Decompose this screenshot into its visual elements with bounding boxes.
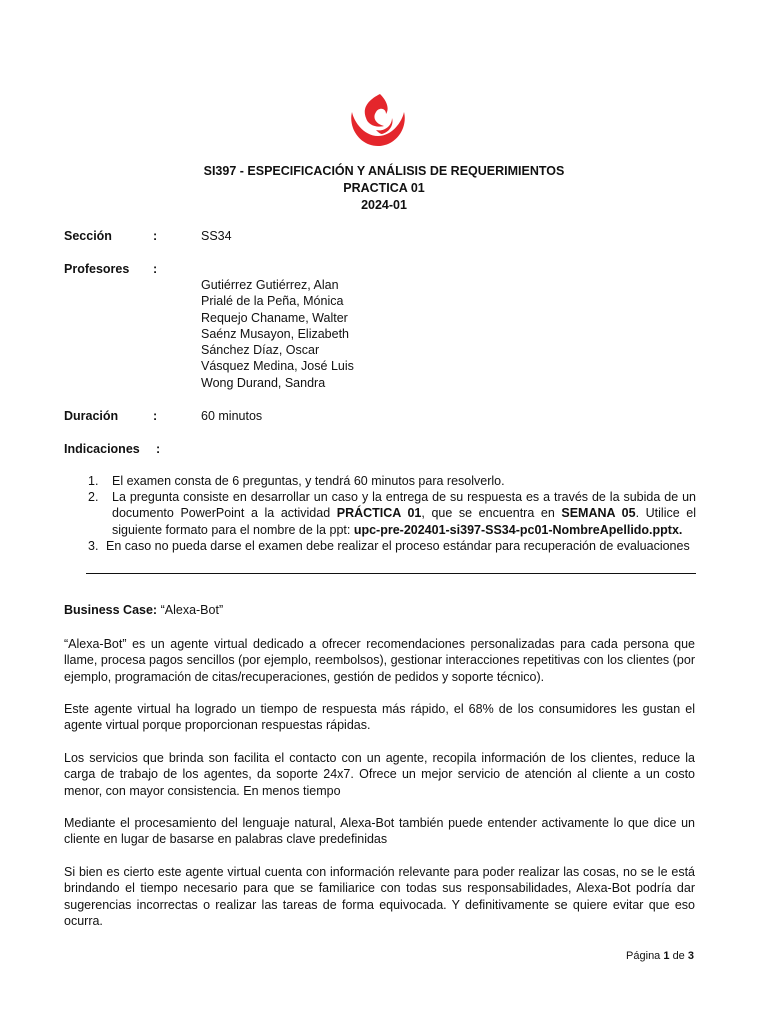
indication-text: , que se encuentra en [421,506,562,521]
indication-text: . Utilice el siguiente formato para el nombre de la ppt: [112,506,696,537]
section-colon: : [153,229,158,243]
indications-colon: : [156,442,161,456]
indication-text: En caso no pueda darse el examen debe realizar el proceso estándar para recuperación de evaluaciones [106,538,690,553]
university-logo-icon [346,92,410,148]
horizontal-divider [86,573,696,574]
professor-name: Saénz Musayon, Elizabeth [201,326,350,341]
total-pages: 3 [687,950,694,962]
practice-title: PRACTICA 01 [343,181,425,195]
indication-number: 1. [88,474,99,488]
professor-name: Sánchez Díaz, Oscar [201,343,320,358]
duration-colon: : [153,409,158,423]
document-title [0,163,768,214]
indications-list [82,473,696,554]
indication-number: 3. [88,538,99,553]
case-paragraph-5: Si bien es cierto este agente virtual cuenta con información relevante para poder realizar las cosas, no se le está brindando el tiempo necesario para que se familiarice con todas sus responsabilidades, Alexa-Bot podría dar sugerencias incorrectas o realizar las tareas de forma equivocada. Y definitivamente se quiere evitar que eso ocurra. [64,865,695,928]
activity-name: PRÁCTICA 01 [336,506,422,521]
term-title: 2024-01 [361,198,407,212]
indications-label: Indicaciones [64,442,140,456]
indication-item [82,473,696,489]
professors-label: Profesores [64,262,130,276]
business-case-name: “Alexa-Bot” [160,603,224,617]
page-footer [626,950,694,962]
case-paragraph-3: Los servicios que brinda son facilita el contacto con un agente, recopila información de los clientes, reduce la carga de trabajo de los agentes, da soporte 24x7. Ofrece un mejor servicio de atención al cliente a un costo menor, con mayor consistencia. En menos tiempo [64,751,695,798]
business-case-label: Business Case: [64,603,158,617]
case-paragraph-2: Este agente virtual ha logrado un tiempo de respuesta más rápido, el 68% de los consumidores les gustan el agente virtual porque proporcionan respuestas rápidas. [64,702,695,733]
section-value: SS34 [201,229,232,243]
week-name: SEMANA 05 [561,506,636,521]
professor-name: Wong Durand, Sandra [201,375,326,390]
professor-name: Prialé de la Peña, Mónica [201,294,344,309]
current-page: 1 [663,950,670,962]
indication-item [82,538,696,554]
professor-name: Gutiérrez Gutiérrez, Alan [201,278,339,292]
page-word: Página [626,950,661,962]
business-case-heading [64,602,695,618]
indication-text: El examen consta de 6 preguntas, y tendrá 60 minutos para resolverlo. [112,474,505,488]
of-word: de [672,950,685,962]
duration-label: Duración [64,409,119,423]
indication-item [82,489,696,538]
indication-text: La pregunta consiste en desarrollar un caso y la entrega de su respuesta es a través de la subida de un documento PowerPoint a la actividad [112,490,696,521]
case-paragraph-1: “Alexa-Bot” es un agente virtual dedicado a ofrecer recomendaciones personalizadas para cada persona que llame, procesa pagos sencillos (por ejemplo, reembolsos), gestionar interacciones repetitivas con los clientes (por ejemplo, programación de citas/recuperaciones, gestión de pedidos y soporte técnico). [64,637,695,684]
file-name-format: upc-pre-202401-si397-SS34-pc01-NombreApellido.pptx. [353,522,683,537]
indication-number: 2. [88,490,99,505]
case-paragraph-4: Mediante el procesamiento del lenguaje natural, Alexa-Bot también puede entender activamente lo que dice un cliente en lugar de basarse en palabras clave predefinidas [64,816,695,847]
professor-name: Vásquez Medina, José Luis [201,359,354,374]
professors-list [201,277,354,391]
professors-colon: : [153,262,158,276]
course-title: SI397 - ESPECIFICACIÓN Y ANÁLISIS DE REQUERIMIENTOS [203,164,565,178]
professor-name: Requejo Chaname, Walter [201,310,348,325]
section-label: Sección [64,229,112,243]
duration-value: 60 minutos [201,409,263,423]
